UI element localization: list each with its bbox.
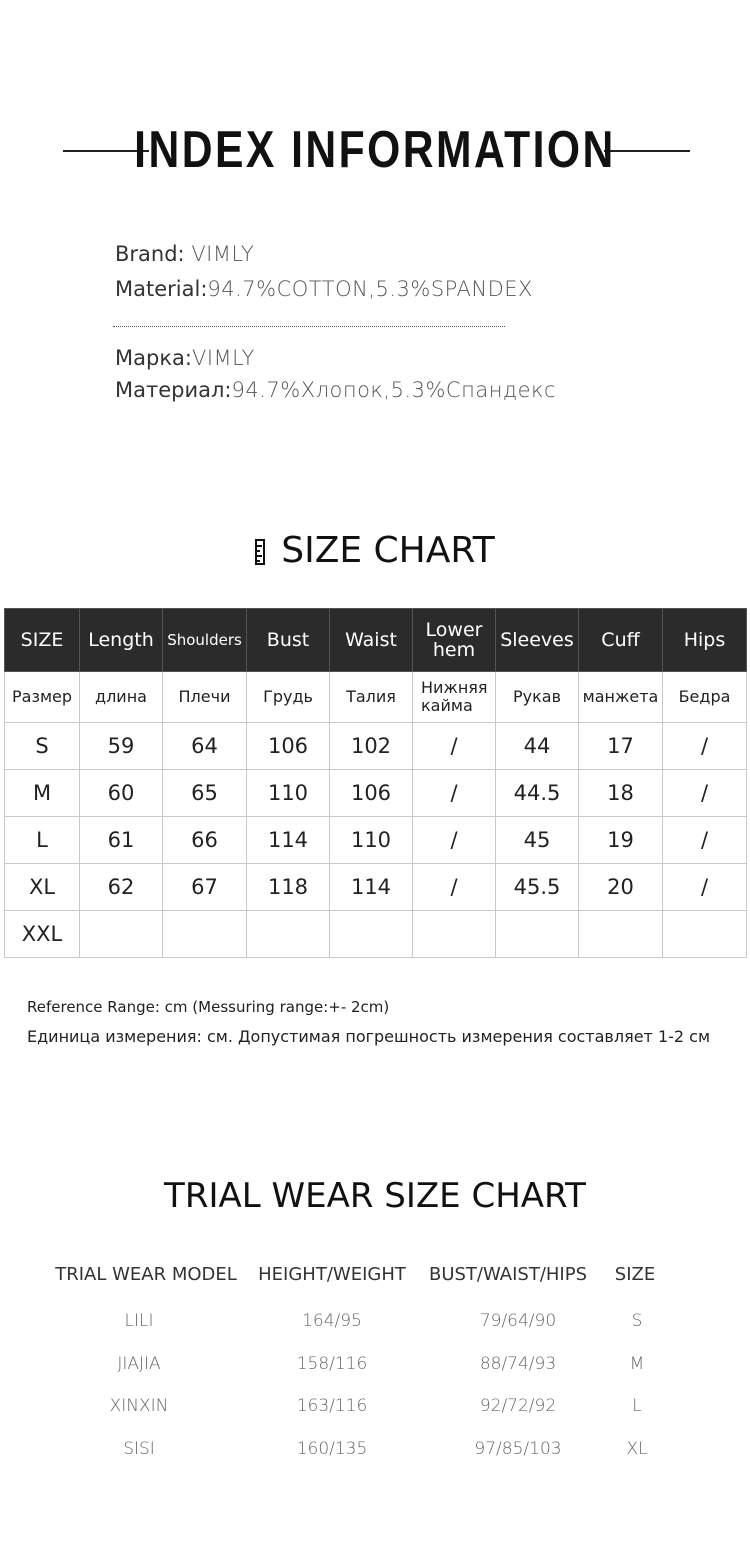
trial-height-weight: 158/116 [296, 1354, 368, 1374]
table-cell: 110 [247, 770, 330, 817]
trial-model-name: LILI [124, 1311, 154, 1331]
trial-header-model: TRIAL WEAR MODEL [55, 1264, 237, 1285]
brand-label: Brand: [115, 242, 185, 266]
header-cell: Sleeves [496, 609, 579, 672]
trial-height-weight: 163/116 [296, 1396, 368, 1416]
table-cell [413, 911, 496, 958]
trial-size: S [631, 1311, 643, 1331]
brand-line-ru [115, 346, 255, 370]
table-cell: 118 [247, 864, 330, 911]
table-cell: 59 [80, 723, 163, 770]
trial-model-name: JIAJIA [117, 1354, 161, 1374]
size-table-header-ru [5, 672, 747, 723]
table-cell: 110 [330, 817, 413, 864]
table-cell: M [5, 770, 80, 817]
header-cell: Length [80, 609, 163, 672]
table-cell: 66 [163, 817, 247, 864]
material-line [115, 277, 533, 301]
header-cell-ru: Размер [5, 672, 80, 723]
table-cell: XXL [5, 911, 80, 958]
table-cell [663, 911, 747, 958]
header-cell: Hips [663, 609, 747, 672]
table-row [5, 723, 747, 770]
table-cell: 102 [330, 723, 413, 770]
table-cell [247, 911, 330, 958]
header-cell: Waist [330, 609, 413, 672]
brand-line [115, 242, 254, 266]
table-cell: 114 [330, 864, 413, 911]
table-cell: 20 [579, 864, 663, 911]
table-cell: / [663, 770, 747, 817]
table-cell [579, 911, 663, 958]
table-cell: 18 [579, 770, 663, 817]
trial-model-name: XINXIN [109, 1396, 169, 1416]
table-cell: 44 [496, 723, 579, 770]
trial-bust-waist-hips: 97/85/103 [474, 1439, 562, 1459]
trial-header-bust-waist-hips: BUST/WAIST/HIPS [428, 1264, 588, 1285]
table-cell [496, 911, 579, 958]
table-row [5, 817, 747, 864]
table-cell: 17 [579, 723, 663, 770]
size-table [4, 608, 747, 958]
header-cell-ru: Бедра [663, 672, 747, 723]
header-cell: Shoulders [163, 609, 247, 672]
header-cell-ru: Плечи [163, 672, 247, 723]
ruler-icon [255, 539, 265, 565]
trial-bust-waist-hips: 79/64/90 [479, 1311, 557, 1331]
header-cell: Bust [247, 609, 330, 672]
dotted-divider [113, 326, 505, 327]
table-row [5, 911, 747, 958]
table-cell: / [413, 723, 496, 770]
reference-range-note-ru: Единица измерения: см. Допустимая погрешность измерения составляет 1-2 см [27, 1027, 711, 1046]
table-cell: / [663, 864, 747, 911]
header-cell-ru: Грудь [247, 672, 330, 723]
trial-size: L [632, 1396, 642, 1416]
header-cell-ru: Нижняя кайма [413, 672, 496, 723]
header-cell: SIZE [5, 609, 80, 672]
reference-range-note: Reference Range: cm (Messuring range:+- 2cm) [27, 998, 390, 1016]
trial-bust-waist-hips: 88/74/93 [479, 1354, 557, 1374]
table-cell: 61 [80, 817, 163, 864]
trial-size: XL [626, 1439, 648, 1459]
table-cell: S [5, 723, 80, 770]
table-cell: L [5, 817, 80, 864]
brand-label-ru: Марка: [115, 346, 192, 370]
table-row [5, 864, 747, 911]
header-cell: Cuff [579, 609, 663, 672]
trial-height-weight: 160/135 [296, 1439, 368, 1459]
table-cell [80, 911, 163, 958]
table-cell: 44.5 [496, 770, 579, 817]
table-cell: / [413, 864, 496, 911]
table-cell: 67 [163, 864, 247, 911]
header-cell-ru: Рукав [496, 672, 579, 723]
table-cell: 114 [247, 817, 330, 864]
table-cell: 106 [330, 770, 413, 817]
trial-bust-waist-hips: 92/72/92 [479, 1396, 557, 1416]
table-cell: 45 [496, 817, 579, 864]
table-cell: / [663, 723, 747, 770]
trial-header-height-weight: HEIGHT/WEIGHT [258, 1264, 406, 1285]
size-table-header [5, 609, 747, 672]
trial-wear-title: TRIAL WEAR SIZE CHART [164, 1176, 586, 1216]
table-cell: 19 [579, 817, 663, 864]
header-cell-ru: Талия [330, 672, 413, 723]
table-cell [330, 911, 413, 958]
table-row [5, 770, 747, 817]
table-cell: 60 [80, 770, 163, 817]
size-chart-title: SIZE CHART [281, 530, 495, 571]
table-cell: 64 [163, 723, 247, 770]
table-cell: / [413, 817, 496, 864]
brand-value-ru: VIMLY [191, 346, 255, 370]
material-line-ru [115, 378, 556, 402]
material-label-ru: Материал: [115, 378, 232, 402]
table-cell [163, 911, 247, 958]
table-cell: / [413, 770, 496, 817]
table-cell: / [663, 817, 747, 864]
material-value: 94.7%COTTON,5.3%SPANDEX [207, 277, 533, 301]
index-title: INDEX INFORMATION [134, 121, 616, 179]
header-cell-ru: длина [80, 672, 163, 723]
table-cell: 62 [80, 864, 163, 911]
header-cell: Lower hem [413, 609, 496, 672]
table-cell: 45.5 [496, 864, 579, 911]
header-cell-ru: манжета [579, 672, 663, 723]
trial-size: M [629, 1354, 645, 1374]
trial-header-size: SIZE [614, 1264, 656, 1285]
table-cell: 65 [163, 770, 247, 817]
material-label: Material: [115, 277, 208, 301]
table-cell: XL [5, 864, 80, 911]
table-cell: 106 [247, 723, 330, 770]
brand-value: VIMLY [191, 242, 255, 266]
trial-height-weight: 164/95 [302, 1311, 362, 1331]
trial-model-name: SISI [123, 1439, 155, 1459]
material-value-ru: 94.7%Хлопок,5.3%Спандекс [231, 378, 557, 402]
size-chart-title-row [0, 528, 750, 574]
